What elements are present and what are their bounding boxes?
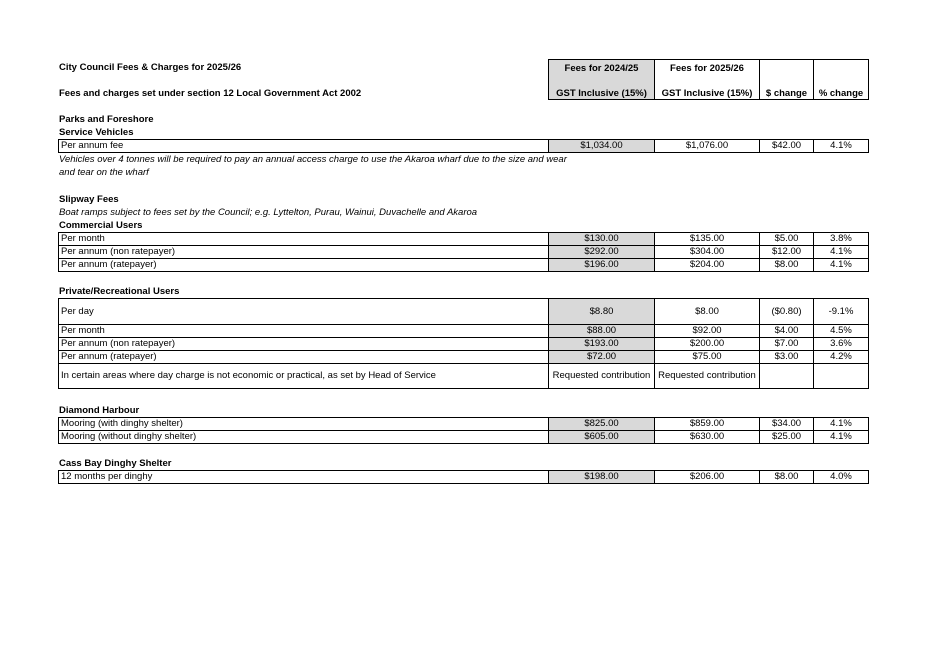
dollar-change-cell: ($0.80): [760, 299, 814, 325]
table-row: [59, 246, 869, 259]
fee-2025-cell: $859.00: [655, 418, 760, 431]
fee-2024-cell: $825.00: [549, 418, 655, 431]
fee-2025-cell: $75.00: [655, 351, 760, 364]
dollar-change-cell: $8.00: [760, 471, 814, 484]
row-label: Per annum (non ratepayer): [59, 246, 549, 259]
cass-bay-table: [58, 470, 869, 484]
fee-2024-cell: $605.00: [549, 431, 655, 444]
dollar-change-cell: $34.00: [760, 418, 814, 431]
fee-2024-cell: $8.80: [549, 299, 655, 325]
dollar-change-cell: $8.00: [760, 259, 814, 272]
fee-2024-cell: $292.00: [549, 246, 655, 259]
slipway-note: Boat ramps subject to fees set by the Council; e.g. Lyttelton, Purau, Wainui, Duvachelle and Akaroa: [59, 207, 478, 218]
pct-change-cell: 4.1%: [814, 246, 869, 259]
fee-2024-cell: $196.00: [549, 259, 655, 272]
table-row: [59, 351, 869, 364]
pct-change-cell: 4.0%: [814, 471, 869, 484]
section-heading-diamond-harbour: Diamond Harbour: [59, 405, 140, 416]
dollar-change-cell: $42.00: [760, 140, 814, 153]
dollar-change-cell: $25.00: [760, 431, 814, 444]
row-label: Mooring (without dinghy shelter): [59, 431, 549, 444]
header-fees-2024-line2: GST Inclusive (15%): [556, 88, 647, 99]
dollar-change-cell: $5.00: [760, 233, 814, 246]
table-row: [59, 364, 869, 389]
pct-change-cell: 3.6%: [814, 338, 869, 351]
fee-2024-cell: $72.00: [549, 351, 655, 364]
pct-change-cell: 4.1%: [814, 140, 869, 153]
table-row: [59, 338, 869, 351]
dollar-change-cell: $7.00: [760, 338, 814, 351]
table-row: [59, 431, 869, 444]
row-label: 12 months per dinghy: [59, 471, 549, 484]
fee-2025-cell: Requested contribution: [655, 364, 760, 389]
row-label: Mooring (with dinghy shelter): [59, 418, 549, 431]
header-fees-2025-line2: GST Inclusive (15%): [661, 88, 753, 99]
fee-2024-cell: $198.00: [549, 471, 655, 484]
pct-change-cell: 4.1%: [814, 418, 869, 431]
table-row: [59, 299, 869, 325]
pct-change-cell: 3.8%: [814, 233, 869, 246]
pct-change-cell: [814, 364, 869, 389]
header-pct-change-label: % change: [818, 88, 864, 99]
fee-2025-cell: $135.00: [655, 233, 760, 246]
table-row: [59, 140, 869, 153]
private-users-table: [58, 298, 869, 389]
fee-2025-cell: $8.00: [655, 299, 760, 325]
section-heading-parks: Parks and Foreshore: [59, 114, 154, 125]
row-label: Per annum fee: [59, 140, 549, 153]
pct-change-cell: 4.1%: [814, 431, 869, 444]
subsection-heading-private: Private/Recreational Users: [59, 286, 180, 297]
row-label: In certain areas where day charge is not economic or practical, as set by Head of Service: [59, 364, 549, 389]
fee-2024-cell: Requested contribution: [549, 364, 655, 389]
fee-2025-cell: $206.00: [655, 471, 760, 484]
page-subtitle: Fees and charges set under section 12 Local Government Act 2002: [59, 88, 362, 99]
header-dollar-change: [759, 59, 814, 100]
page-title: City Council Fees & Charges for 2025/26: [59, 62, 242, 73]
fee-2025-cell: $200.00: [655, 338, 760, 351]
service-vehicles-note-line1: Vehicles over 4 tonnes will be required to pay an annual access charge to use the Akaroa wharf due to the size and wear: [59, 154, 567, 165]
pct-change-cell: 4.1%: [814, 259, 869, 272]
row-label: Per annum (ratepayer): [59, 259, 549, 272]
table-row: [59, 259, 869, 272]
header-dollar-change-label: $ change: [765, 88, 808, 99]
subsection-heading-commercial: Commercial Users: [59, 220, 143, 231]
section-heading-slipway: Slipway Fees: [59, 194, 119, 205]
header-pct-change: [813, 59, 869, 100]
fee-2024-cell: $130.00: [549, 233, 655, 246]
fee-2025-cell: $630.00: [655, 431, 760, 444]
table-row: [59, 471, 869, 484]
pct-change-cell: 4.2%: [814, 351, 869, 364]
diamond-harbour-table: [58, 417, 869, 444]
fee-2025-cell: $92.00: [655, 325, 760, 338]
service-vehicles-table: [58, 139, 869, 153]
fee-2024-cell: $193.00: [549, 338, 655, 351]
row-label: Per month: [59, 233, 549, 246]
dollar-change-cell: $12.00: [760, 246, 814, 259]
header-fees-2024-line1: Fees for 2024/25: [564, 63, 639, 74]
header-fees-2025-line1: Fees for 2025/26: [670, 63, 744, 74]
fee-2024-cell: $1,034.00: [549, 140, 655, 153]
table-row: [59, 325, 869, 338]
fee-2024-cell: $88.00: [549, 325, 655, 338]
commercial-users-table: [58, 232, 869, 272]
header-fees-2024: [548, 59, 655, 100]
fee-2025-cell: $1,076.00: [655, 140, 760, 153]
row-label: Per annum (non ratepayer): [59, 338, 549, 351]
pct-change-cell: 4.5%: [814, 325, 869, 338]
subsection-heading-service-vehicles: Service Vehicles: [59, 127, 134, 138]
section-heading-cass-bay: Cass Bay Dinghy Shelter: [59, 458, 172, 469]
fee-2025-cell: $204.00: [655, 259, 760, 272]
table-row: [59, 418, 869, 431]
table-row: [59, 233, 869, 246]
fee-2025-cell: $304.00: [655, 246, 760, 259]
row-label: Per annum (ratepayer): [59, 351, 549, 364]
dollar-change-cell: $4.00: [760, 325, 814, 338]
pct-change-cell: -9.1%: [814, 299, 869, 325]
header-fees-2025: [654, 59, 760, 100]
service-vehicles-note-line2: and tear on the wharf: [59, 167, 149, 178]
dollar-change-cell: [760, 364, 814, 389]
row-label: Per day: [59, 299, 549, 325]
row-label: Per month: [59, 325, 549, 338]
dollar-change-cell: $3.00: [760, 351, 814, 364]
